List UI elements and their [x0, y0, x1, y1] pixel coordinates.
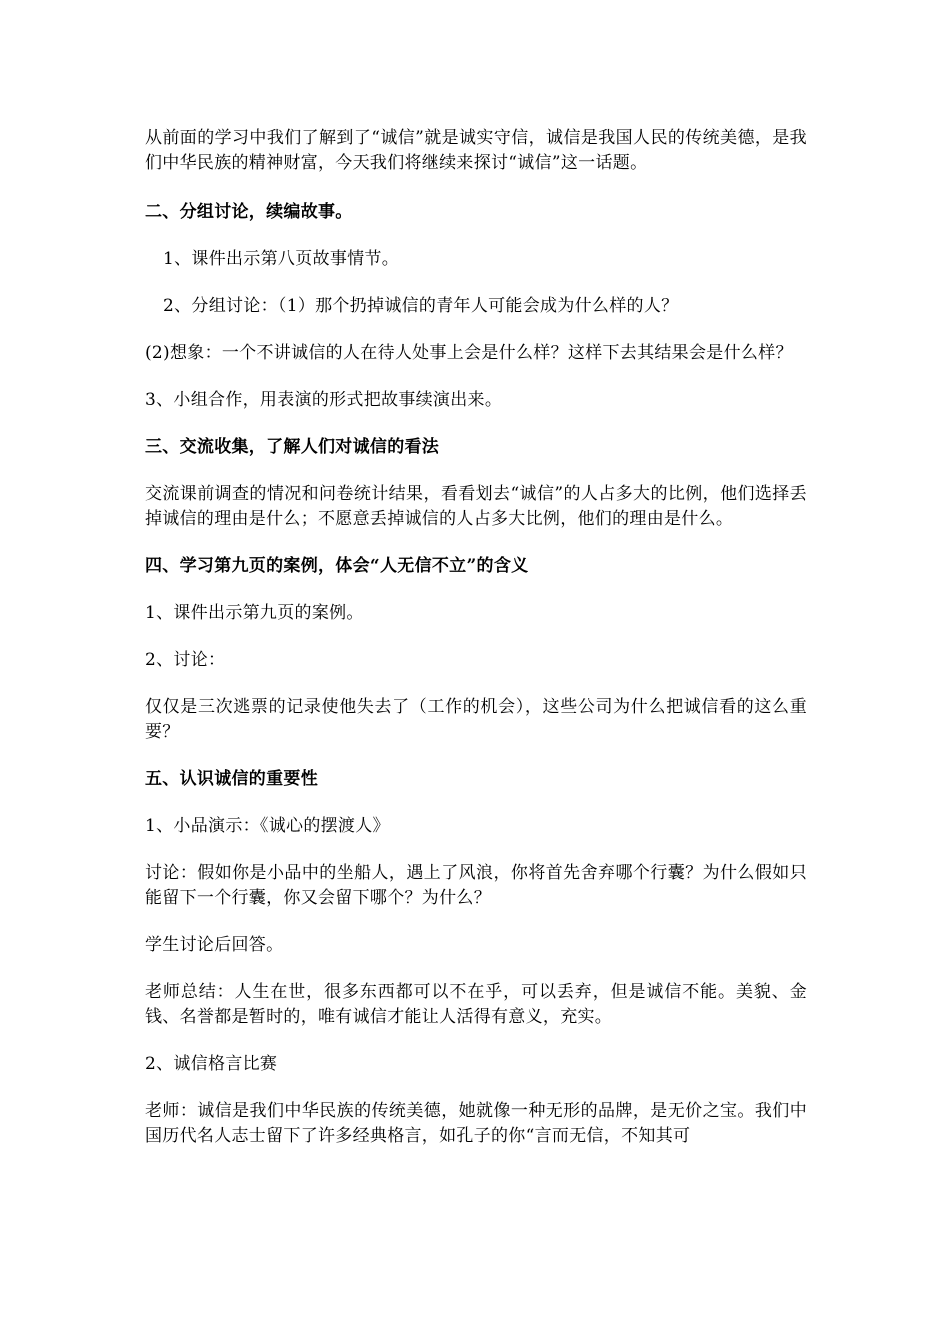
heading-section-4: 四、学习第九页的案例，体会“人无信不立”的含义: [145, 556, 529, 576]
list-item: 1、课件出示第八页故事情节。: [163, 249, 400, 269]
list-item: 3、小组合作，用表演的形式把故事续演出来。: [145, 390, 503, 410]
paragraph: 仅仅是三次逃票的记录使他失去了（工作的机会），这些公司为什么把诚信看的这么重要？: [145, 697, 807, 742]
list-item: 2、讨论：: [145, 650, 226, 670]
document-body: [145, 126, 807, 1149]
heading-section-5: 五、认识诚信的重要性: [145, 769, 318, 789]
paragraph: (2)想象：一个不讲诚信的人在待人处事上会是什么样？这样下去其结果会是什么样？: [145, 343, 793, 363]
paragraph: 老师：诚信是我们中华民族的传统美德，她就像一种无形的品牌，是无价之宝。我们中国历代名人志士留下了许多经典格言，如孔子的你“言而无信，不知其可: [145, 1101, 807, 1146]
paragraph: 讨论：假如你是小品中的坐船人，遇上了风浪，你将首先舍弃哪个行囊？为什么假如只能留下一个行囊，你又会留下哪个？为什么？: [145, 863, 807, 908]
paragraph: 学生讨论后回答。: [145, 935, 284, 955]
paragraph: 老师总结：人生在世，很多东西都可以不在乎，可以丢弃，但是诚信不能。美貌、金钱、名誉都是暂时的，唯有诚信才能让人活得有意义，充实。: [145, 982, 807, 1027]
list-item: 2、分组讨论：（1）那个扔掉诚信的青年人可能会成为什么样的人？: [163, 296, 679, 316]
list-item: 2、诚信格言比赛: [145, 1054, 278, 1074]
heading-section-3: 三、交流收集，了解人们对诚信的看法: [145, 437, 440, 457]
heading-section-2: 二、分组讨论，续编故事。: [145, 202, 353, 222]
paragraph-intro: 从前面的学习中我们了解到了“诚信”就是诚实守信，诚信是我国人民的传统美德，是我们中华民族的精神财富，今天我们将继续来探讨“诚信”这一话题。: [145, 128, 807, 173]
paragraph: 交流课前调查的情况和问卷统计结果，看看划去“诚信”的人占多大的比例，他们选择丢掉诚信的理由是什么；不愿意丢掉诚信的人占多大比例，他们的理由是什么。: [145, 484, 807, 529]
list-item: 1、小品演示：《诚心的摆渡人》: [145, 816, 390, 836]
list-item: 1、课件出示第九页的案例。: [145, 603, 364, 623]
